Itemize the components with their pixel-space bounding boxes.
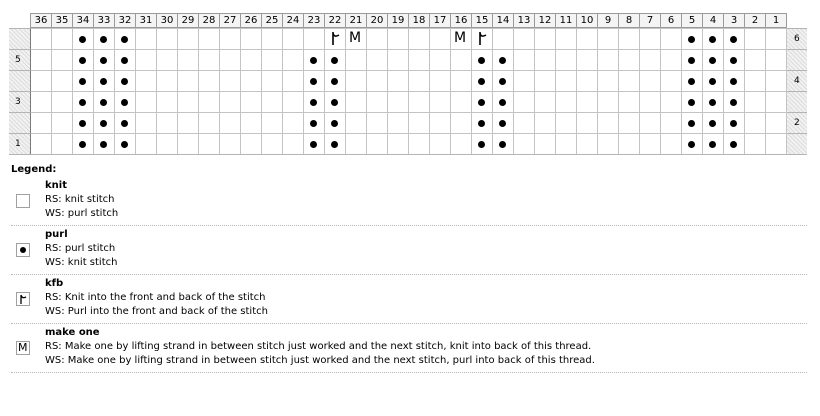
stitch-cell <box>534 70 555 91</box>
purl-symbol-icon <box>16 243 30 257</box>
stitch-cell <box>156 133 177 154</box>
stitch-cell <box>30 91 51 112</box>
column-number-18: 18 <box>408 13 429 28</box>
stitch-cell <box>387 91 408 112</box>
legend-item-purl <box>11 226 807 275</box>
stitch-cell <box>219 112 240 133</box>
stitch-cell <box>135 70 156 91</box>
row-side-left <box>9 28 30 49</box>
stitch-cell <box>177 133 198 154</box>
stitch-cell <box>555 133 576 154</box>
stitch-cell <box>492 28 513 49</box>
purl-stitch-dot <box>100 99 107 106</box>
column-number-8: 8 <box>618 13 639 28</box>
stitch-cell <box>618 133 639 154</box>
stitch-cell <box>513 91 534 112</box>
stitch-cell <box>219 49 240 70</box>
stitch-cell <box>429 133 450 154</box>
stitch-cell <box>240 28 261 49</box>
stitch-cell <box>135 91 156 112</box>
purl-stitch-dot <box>730 36 737 43</box>
stitch-cell <box>366 133 387 154</box>
row-number-4: 4 <box>794 76 800 86</box>
stitch-cell <box>282 49 303 70</box>
stitch-cell <box>765 91 786 112</box>
stitch-cell <box>513 70 534 91</box>
stitch-cell <box>576 91 597 112</box>
purl-stitch-dot <box>478 57 485 64</box>
purl-stitch-dot <box>499 99 506 106</box>
stitch-cell <box>618 91 639 112</box>
purl-stitch-dot <box>730 57 737 64</box>
purl-stitch-dot <box>100 36 107 43</box>
stitch-cell <box>555 91 576 112</box>
stitch-cell <box>177 112 198 133</box>
purl-stitch-dot <box>79 36 86 43</box>
stitch-cell <box>366 28 387 49</box>
stitch-cell <box>618 112 639 133</box>
column-number-6: 6 <box>660 13 681 28</box>
stitch-cell <box>765 70 786 91</box>
stitch-cell <box>387 133 408 154</box>
purl-stitch-dot <box>688 141 695 148</box>
stitch-cell <box>618 70 639 91</box>
stitch-cell <box>51 70 72 91</box>
stitch-cell <box>135 112 156 133</box>
kfb-stitch-icon <box>328 30 342 46</box>
row-number-6: 6 <box>794 34 800 44</box>
column-number-9: 9 <box>597 13 618 28</box>
purl-stitch-dot <box>478 99 485 106</box>
make-one-stitch: M <box>454 30 467 46</box>
legend-rs-text: RS: Knit into the front and back of the stitch <box>45 292 266 303</box>
column-number-29: 29 <box>177 13 198 28</box>
purl-stitch-dot <box>478 78 485 85</box>
stitch-cell <box>30 49 51 70</box>
stitch-cell <box>597 28 618 49</box>
stitch-cell <box>408 70 429 91</box>
column-number-7: 7 <box>639 13 660 28</box>
stitch-cell <box>744 133 765 154</box>
stitch-cell <box>534 112 555 133</box>
stitch-cell <box>450 49 471 70</box>
stitch-cell <box>387 28 408 49</box>
stitch-cell <box>450 91 471 112</box>
column-number-27: 27 <box>219 13 240 28</box>
stitch-cell <box>219 133 240 154</box>
column-number-24: 24 <box>282 13 303 28</box>
purl-stitch-dot <box>709 78 716 85</box>
column-number-17: 17 <box>429 13 450 28</box>
legend-name: make one <box>45 327 100 338</box>
stitch-cell <box>156 112 177 133</box>
stitch-cell <box>366 49 387 70</box>
knit-symbol-icon <box>16 194 30 208</box>
stitch-cell <box>408 91 429 112</box>
stitch-cell <box>345 91 366 112</box>
stitch-cell <box>30 112 51 133</box>
column-number-2: 2 <box>744 13 765 28</box>
column-number-31: 31 <box>135 13 156 28</box>
stitch-cell <box>744 70 765 91</box>
stitch-cell <box>597 112 618 133</box>
column-number-1: 1 <box>765 13 786 28</box>
stitch-cell <box>219 70 240 91</box>
stitch-cell <box>744 28 765 49</box>
stitch-cell <box>555 70 576 91</box>
column-number-21: 21 <box>345 13 366 28</box>
stitch-cell <box>660 112 681 133</box>
make-one-symbol-icon <box>16 341 30 355</box>
stitch-cell <box>597 133 618 154</box>
purl-stitch-dot <box>709 57 716 64</box>
purl-stitch-dot <box>79 99 86 106</box>
stitch-cell <box>513 112 534 133</box>
stitch-cell <box>51 28 72 49</box>
stitch-cell <box>408 112 429 133</box>
stitch-cell <box>30 28 51 49</box>
legend-rs-text: RS: knit stitch <box>45 194 115 205</box>
kfb-stitch-icon <box>475 30 489 46</box>
column-number-5: 5 <box>681 13 702 28</box>
row-side-right <box>786 91 807 112</box>
stitch-cell <box>639 70 660 91</box>
legend-name: purl <box>45 229 68 240</box>
stitch-cell <box>198 112 219 133</box>
purl-stitch-dot <box>331 78 338 85</box>
column-number-15: 15 <box>471 13 492 28</box>
stitch-cell <box>639 28 660 49</box>
stitch-cell <box>408 28 429 49</box>
stitch-cell <box>429 91 450 112</box>
column-number-30: 30 <box>156 13 177 28</box>
stitch-cell <box>450 70 471 91</box>
purl-stitch-dot <box>100 57 107 64</box>
make-one-glyph: M <box>18 341 28 354</box>
purl-stitch-dot <box>79 57 86 64</box>
purl-stitch-dot <box>79 141 86 148</box>
legend-item-kfb <box>11 275 807 324</box>
purl-stitch-dot <box>730 78 737 85</box>
column-number-11: 11 <box>555 13 576 28</box>
stitch-cell <box>429 70 450 91</box>
legend-rs-text: RS: Make one by lifting strand in between stitch just worked and the next stitch, knit into back of this thread. <box>45 341 592 352</box>
stitch-cell <box>429 112 450 133</box>
stitch-cell <box>660 91 681 112</box>
stitch-cell <box>261 133 282 154</box>
stitch-cell <box>156 49 177 70</box>
purl-stitch-dot <box>499 78 506 85</box>
purl-stitch-dot <box>499 120 506 127</box>
purl-stitch-dot <box>730 141 737 148</box>
stitch-cell <box>534 91 555 112</box>
purl-stitch-dot <box>79 78 86 85</box>
stitch-cell <box>387 70 408 91</box>
purl-stitch-dot <box>310 99 317 106</box>
column-number-14: 14 <box>492 13 513 28</box>
legend-name: kfb <box>45 278 64 289</box>
legend-item-knit <box>11 177 807 226</box>
purl-stitch-dot <box>121 120 128 127</box>
stitch-cell <box>261 49 282 70</box>
stitch-cell <box>387 49 408 70</box>
legend-rs-text: RS: purl stitch <box>45 243 116 254</box>
make-one-stitch: M <box>349 30 362 46</box>
stitch-cell <box>408 49 429 70</box>
stitch-cell <box>660 70 681 91</box>
stitch-cell <box>744 91 765 112</box>
purl-stitch-dot <box>100 141 107 148</box>
stitch-cell <box>450 133 471 154</box>
purl-stitch-dot <box>310 57 317 64</box>
column-number-19: 19 <box>387 13 408 28</box>
purl-stitch-dot <box>310 120 317 127</box>
purl-stitch-dot <box>121 36 128 43</box>
stitch-cell <box>534 49 555 70</box>
stitch-cell <box>156 70 177 91</box>
purl-stitch-dot <box>478 141 485 148</box>
legend-item-make-one <box>11 324 807 373</box>
stitch-cell <box>534 28 555 49</box>
column-number-35: 35 <box>51 13 72 28</box>
stitch-cell <box>618 49 639 70</box>
column-number-3: 3 <box>723 13 744 28</box>
stitch-cell <box>219 91 240 112</box>
purl-stitch-dot <box>709 36 716 43</box>
stitch-cell <box>429 49 450 70</box>
stitch-cell <box>345 70 366 91</box>
purl-stitch-dot <box>310 141 317 148</box>
stitch-cell <box>198 49 219 70</box>
stitch-cell <box>744 112 765 133</box>
purl-stitch-dot <box>121 141 128 148</box>
legend-ws-text: WS: knit stitch <box>45 257 118 268</box>
column-number-34: 34 <box>72 13 93 28</box>
stitch-cell <box>177 70 198 91</box>
stitch-cell <box>219 28 240 49</box>
stitch-cell <box>576 28 597 49</box>
purl-stitch-dot <box>688 57 695 64</box>
stitch-cell <box>30 70 51 91</box>
stitch-cell <box>51 91 72 112</box>
stitch-cell <box>660 28 681 49</box>
row-number-5: 5 <box>15 55 21 65</box>
stitch-cell <box>156 28 177 49</box>
stitch-cell <box>177 91 198 112</box>
stitch-cell <box>555 49 576 70</box>
column-number-33: 33 <box>93 13 114 28</box>
purl-stitch-dot <box>688 120 695 127</box>
stitch-cell <box>744 49 765 70</box>
stitch-cell <box>177 49 198 70</box>
purl-stitch-dot <box>121 57 128 64</box>
kfb-symbol-icon <box>16 292 30 306</box>
stitch-cell <box>282 91 303 112</box>
stitch-cell <box>198 28 219 49</box>
purl-stitch-dot <box>310 78 317 85</box>
column-number-10: 10 <box>576 13 597 28</box>
legend-ws-text: WS: Make one by lifting strand in between stitch just worked and the next stitch, purl into back of this thread. <box>45 355 595 366</box>
stitch-cell <box>345 49 366 70</box>
purl-stitch-dot <box>709 99 716 106</box>
legend-ws-text: WS: purl stitch <box>45 208 119 219</box>
stitch-cell <box>303 28 324 49</box>
stitch-cell <box>30 133 51 154</box>
purl-stitch-dot <box>730 99 737 106</box>
stitch-cell <box>765 133 786 154</box>
stitch-cell <box>576 49 597 70</box>
purl-stitch-dot <box>688 78 695 85</box>
stitch-cell <box>639 49 660 70</box>
stitch-cell <box>282 28 303 49</box>
purl-stitch-dot <box>121 99 128 106</box>
row-side-right <box>786 133 807 154</box>
purl-stitch-dot <box>709 120 716 127</box>
stitch-cell <box>156 91 177 112</box>
stitch-cell <box>366 112 387 133</box>
stitch-cell <box>639 133 660 154</box>
knitting-chart <box>9 13 807 156</box>
stitch-cell <box>555 28 576 49</box>
stitch-cell <box>597 70 618 91</box>
stitch-cell <box>660 49 681 70</box>
stitch-cell <box>198 133 219 154</box>
purl-stitch-dot <box>499 141 506 148</box>
stitch-cell <box>387 112 408 133</box>
stitch-cell <box>51 133 72 154</box>
purl-stitch-dot <box>121 78 128 85</box>
stitch-cell <box>450 112 471 133</box>
stitch-cell <box>429 28 450 49</box>
stitch-cell <box>261 28 282 49</box>
column-number-13: 13 <box>513 13 534 28</box>
stitch-cell <box>513 28 534 49</box>
stitch-cell <box>576 133 597 154</box>
row-number-1: 1 <box>15 139 21 149</box>
stitch-cell <box>282 133 303 154</box>
stitch-cell <box>282 112 303 133</box>
purl-stitch-dot <box>100 78 107 85</box>
column-number-32: 32 <box>114 13 135 28</box>
legend-title: Legend: <box>11 164 57 175</box>
stitch-cell <box>261 70 282 91</box>
purl-stitch-dot <box>331 120 338 127</box>
stitch-cell <box>639 112 660 133</box>
row-number-3: 3 <box>15 97 21 107</box>
stitch-cell <box>261 91 282 112</box>
column-number-16: 16 <box>450 13 471 28</box>
stitch-cell <box>261 112 282 133</box>
legend-ws-text: WS: Purl into the front and back of the stitch <box>45 306 268 317</box>
stitch-cell <box>618 28 639 49</box>
stitch-cell <box>639 91 660 112</box>
purl-stitch-dot <box>688 36 695 43</box>
row-side-left <box>9 70 30 91</box>
purl-stitch-dot <box>100 120 107 127</box>
stitch-cell <box>597 49 618 70</box>
stitch-cell <box>765 28 786 49</box>
purl-stitch-dot <box>730 120 737 127</box>
stitch-cell <box>576 112 597 133</box>
column-number-25: 25 <box>261 13 282 28</box>
purl-stitch-dot <box>331 141 338 148</box>
stitch-cell <box>282 70 303 91</box>
stitch-cell <box>597 91 618 112</box>
stitch-cell <box>345 112 366 133</box>
stitch-cell <box>765 112 786 133</box>
stitch-cell <box>240 91 261 112</box>
purl-stitch-dot <box>688 99 695 106</box>
column-number-22: 22 <box>324 13 345 28</box>
stitch-cell <box>513 133 534 154</box>
column-number-36: 36 <box>30 13 51 28</box>
row-side-right <box>786 49 807 70</box>
stitch-cell <box>366 91 387 112</box>
column-number-23: 23 <box>303 13 324 28</box>
purl-stitch-dot <box>331 57 338 64</box>
stitch-cell <box>576 70 597 91</box>
purl-stitch-dot <box>478 120 485 127</box>
stitch-cell <box>240 49 261 70</box>
stitch-cell <box>135 49 156 70</box>
purl-stitch-dot <box>499 57 506 64</box>
column-number-20: 20 <box>366 13 387 28</box>
purl-stitch-dot <box>709 141 716 148</box>
stitch-cell <box>345 133 366 154</box>
stitch-cell <box>198 91 219 112</box>
purl-stitch-dot <box>331 99 338 106</box>
stitch-cell <box>51 49 72 70</box>
stitch-cell <box>198 70 219 91</box>
stitch-cell <box>513 49 534 70</box>
row-number-2: 2 <box>794 118 800 128</box>
stitch-cell <box>177 28 198 49</box>
stitch-cell <box>555 112 576 133</box>
stitch-cell <box>135 133 156 154</box>
stitch-cell <box>135 28 156 49</box>
purl-stitch-dot <box>79 120 86 127</box>
column-number-4: 4 <box>702 13 723 28</box>
stitch-cell <box>408 133 429 154</box>
stitch-cell <box>240 112 261 133</box>
stitch-cell <box>240 70 261 91</box>
stitch-cell <box>765 49 786 70</box>
column-number-12: 12 <box>534 13 555 28</box>
column-number-28: 28 <box>198 13 219 28</box>
column-number-26: 26 <box>240 13 261 28</box>
stitch-cell <box>51 112 72 133</box>
stitch-cell <box>534 133 555 154</box>
stitch-cell <box>366 70 387 91</box>
legend-name: knit <box>45 180 67 191</box>
legend <box>11 164 807 373</box>
stitch-cell <box>240 133 261 154</box>
row-side-left <box>9 112 30 133</box>
stitch-cell <box>660 133 681 154</box>
